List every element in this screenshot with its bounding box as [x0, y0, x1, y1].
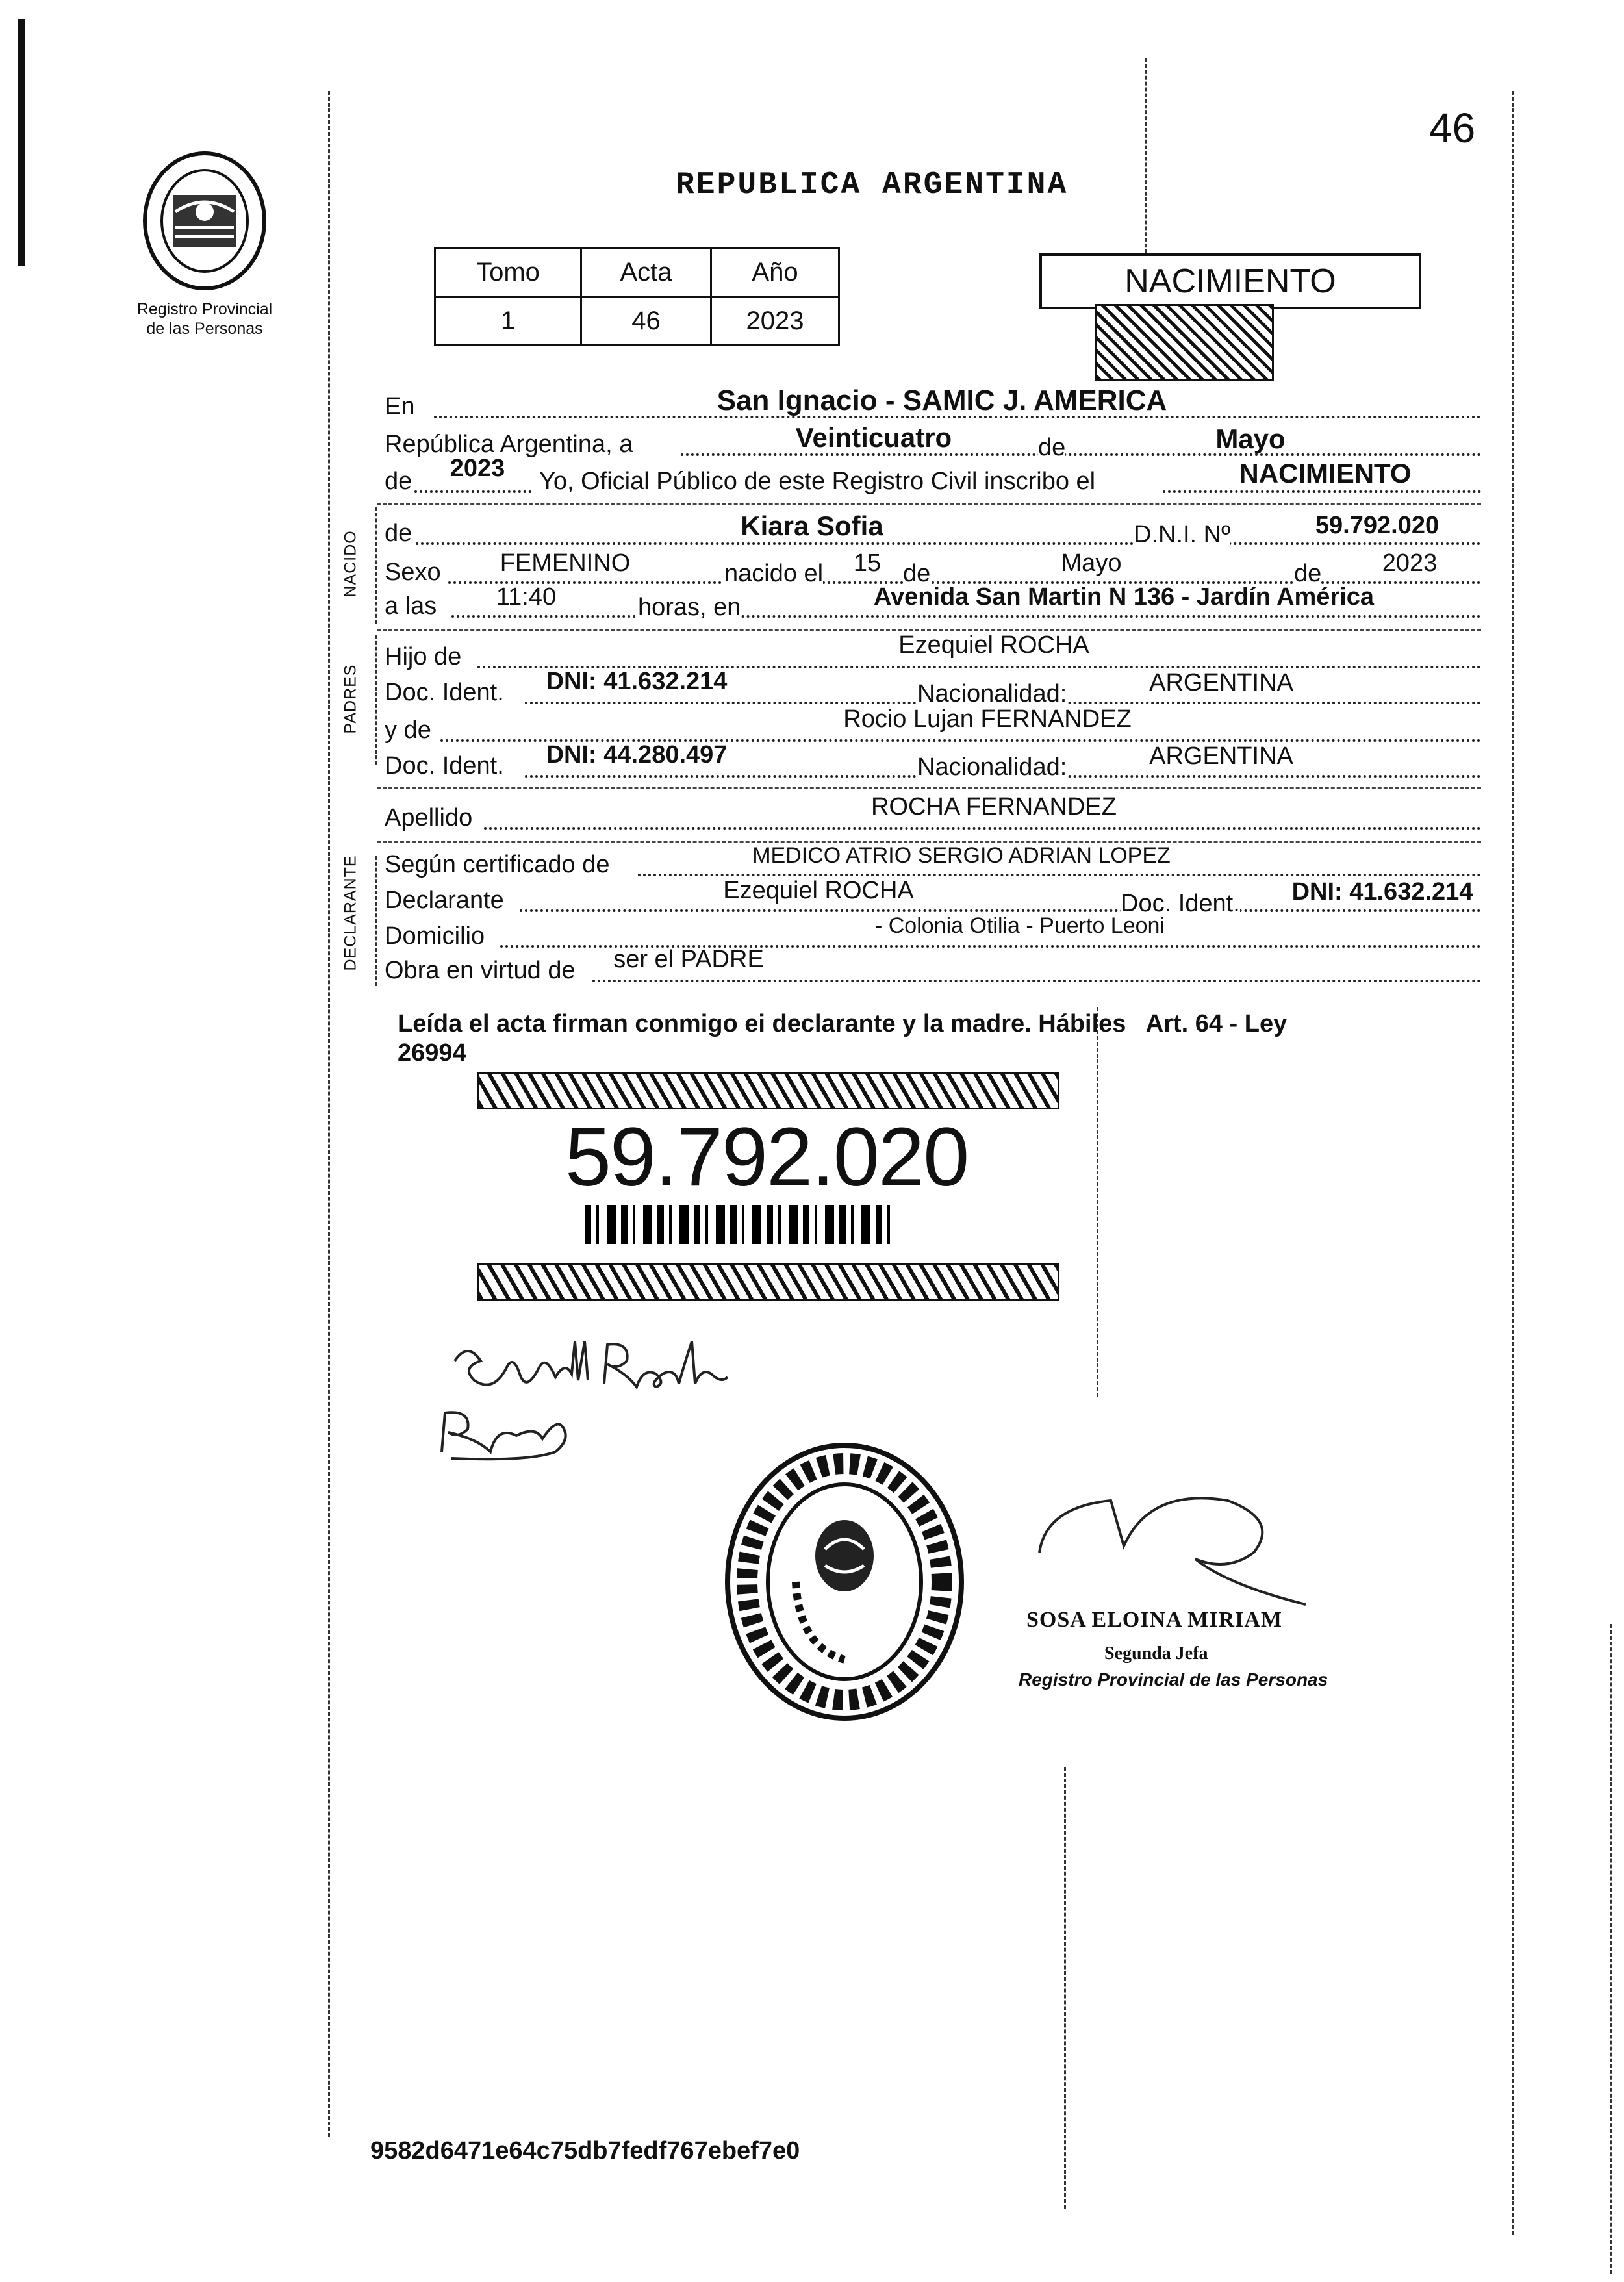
- nacido-el-label: nacido el: [724, 560, 824, 587]
- madre-nacionalidad: ARGENTINA: [1149, 742, 1293, 770]
- padre-value: Ezequiel ROCHA: [898, 631, 1089, 659]
- signature-official: [1033, 1475, 1345, 1630]
- record-type-box: NACIMIENTO: [1039, 253, 1421, 309]
- padre-doc-value: DNI: 41.632.214: [546, 668, 728, 695]
- year-line-value: NACIMIENTO: [1239, 458, 1412, 488]
- right-edge-rule: [1610, 1624, 1612, 2274]
- nombre-value: Kiara Sofia: [741, 511, 883, 541]
- registry-seal-icon: [721, 1439, 968, 1725]
- document-hash: 9582d6471e64c75db7fedf767ebef7e0: [370, 2137, 800, 2164]
- republica-label: República Argentina, a: [385, 431, 633, 458]
- center-rule: [1145, 58, 1147, 253]
- madre-doc-label: Doc. Ident.: [385, 752, 504, 780]
- declarante-label: Declarante: [385, 887, 504, 914]
- madre-doc-value: DNI: 44.280.497: [546, 741, 728, 768]
- padres-bracket: [375, 635, 377, 765]
- hora-value: 11:40: [496, 583, 557, 611]
- nacido-de-label: de: [903, 560, 931, 587]
- center-rule-lower: [1097, 1007, 1098, 1397]
- declarante-value: Ezequiel ROCHA: [723, 877, 914, 904]
- closing-line-2: 26994: [398, 1039, 466, 1067]
- logo-caption-line2: de las Personas: [146, 320, 263, 338]
- value-ano: 2023: [711, 297, 839, 346]
- year-line-text: Yo, Oficial Público de este Registro Civil inscribo el: [539, 468, 1096, 495]
- declarante-dots: [520, 909, 1481, 912]
- hora-label: a las: [385, 592, 437, 620]
- madre-label: y de: [385, 716, 431, 744]
- padre-nacionalidad: ARGENTINA: [1149, 669, 1293, 696]
- certificado-value: MEDICO ATRIO SERGIO ADRIAN LOPEZ: [752, 843, 1171, 868]
- right-rule: [1512, 91, 1514, 2235]
- official-title: Segunda Jefa: [1104, 1643, 1208, 1664]
- separator-1: [377, 503, 1481, 505]
- year-line-dots: [414, 490, 531, 493]
- header-ano: Año: [711, 248, 839, 297]
- apellido-label: Apellido: [385, 804, 473, 831]
- madre-value: Rocio Lujan FERNANDEZ: [843, 705, 1132, 733]
- signature-madre-icon: [432, 1400, 588, 1471]
- nacido-de2-label: de: [1294, 560, 1322, 587]
- value-acta: 46: [581, 297, 711, 346]
- official-office: Registro Provincial de las Personas: [1019, 1669, 1328, 1690]
- separator-3: [377, 787, 1481, 789]
- stamp-wave-top: [477, 1072, 1059, 1109]
- page-title: REPUBLICA ARGENTINA: [676, 168, 1069, 203]
- republica-day: Veinticuatro: [795, 422, 952, 453]
- declarante-bracket: [375, 856, 377, 986]
- sexo-label: Sexo: [385, 559, 441, 586]
- republica-de-label: de: [1038, 434, 1066, 461]
- page-number: 46: [1429, 105, 1476, 151]
- center-rule-bottom: [1064, 1767, 1066, 2209]
- obra-label: Obra en virtud de: [385, 957, 576, 984]
- year-line-year: 2023: [450, 455, 505, 482]
- registry-seal: [721, 1439, 968, 1725]
- apellido-value: ROCHA FERNANDEZ: [871, 793, 1117, 820]
- domicilio-value: - Colonia Otilia - Puerto Leoni: [874, 913, 1165, 938]
- section-nacido-label: NACIDO: [341, 530, 360, 598]
- year-line-dots2: [1163, 490, 1481, 493]
- nombre-dots: [416, 542, 1481, 545]
- closing-line-1: Leída el acta firman conmigo ei declarante y la madre. Hábiles Art. 64 - Ley: [398, 1010, 1288, 1037]
- nacido-month: Mayo: [1061, 550, 1122, 577]
- security-hatch: [1095, 304, 1274, 381]
- obra-value: ser el PADRE: [613, 946, 764, 973]
- nacido-year: 2023: [1382, 550, 1438, 577]
- misiones-shield-icon: [142, 149, 268, 292]
- left-margin-bar: [18, 19, 25, 266]
- record-table: [434, 247, 840, 346]
- year-line-label: de: [385, 468, 412, 495]
- stamp-number: 59.792.020: [565, 1111, 969, 1204]
- signature-madre: [432, 1400, 588, 1471]
- obra-dots: [592, 980, 1481, 982]
- nacido-day: 15: [853, 550, 882, 577]
- official-name: SOSA ELOINA MIRIAM: [1026, 1608, 1282, 1632]
- province-logo: [142, 149, 268, 292]
- dni-value: 59.792.020: [1315, 512, 1440, 539]
- declarante-doc-value: DNI: 41.632.214: [1291, 878, 1473, 906]
- logo-caption-line1: Registro Provincial: [136, 300, 273, 318]
- padre-nac-label: Nacionalidad:: [917, 680, 1067, 707]
- republica-dots: [681, 453, 1481, 456]
- sexo-value: FEMENINO: [500, 550, 631, 577]
- signature-ezequiel-rocha-icon: [442, 1322, 741, 1413]
- en-value: San Ignacio - SAMIC J. AMERICA: [717, 385, 1167, 416]
- apellido-dots: [484, 827, 1481, 830]
- separator-2: [377, 629, 1481, 631]
- header-tomo: Tomo: [435, 248, 581, 297]
- nacido-bracket: [375, 507, 377, 624]
- padre-label: Hijo de: [385, 643, 462, 670]
- barcode: [585, 1205, 893, 1244]
- hora-dots: [451, 615, 1481, 618]
- stamp-wave-bottom: [477, 1263, 1059, 1301]
- signature-declarante: [442, 1322, 741, 1413]
- signature-official-icon: [1033, 1475, 1345, 1630]
- left-rule: [328, 91, 330, 2137]
- horas-label: horas, en: [638, 594, 741, 621]
- declarante-doc-label: Doc. Ident.: [1121, 890, 1240, 917]
- dni-label: D.N.I. Nº: [1134, 521, 1230, 548]
- certificado-dots: [638, 874, 1481, 876]
- republica-month: Mayo: [1215, 424, 1286, 454]
- lugar-value: Avenida San Martin N 136 - Jardín América: [873, 583, 1375, 611]
- nombre-label: de: [385, 520, 412, 547]
- section-declarante-label: DECLARANTE: [341, 855, 360, 971]
- value-tomo: 1: [435, 297, 581, 346]
- madre-nac-label: Nacionalidad:: [917, 754, 1067, 781]
- en-label: En: [385, 393, 415, 420]
- header-acta: Acta: [581, 248, 711, 297]
- domicilio-label: Domicilio: [385, 922, 485, 950]
- padre-doc-label: Doc. Ident.: [385, 679, 504, 706]
- section-padres-label: PADRES: [341, 664, 360, 734]
- certificado-label: Según certificado de: [385, 851, 610, 878]
